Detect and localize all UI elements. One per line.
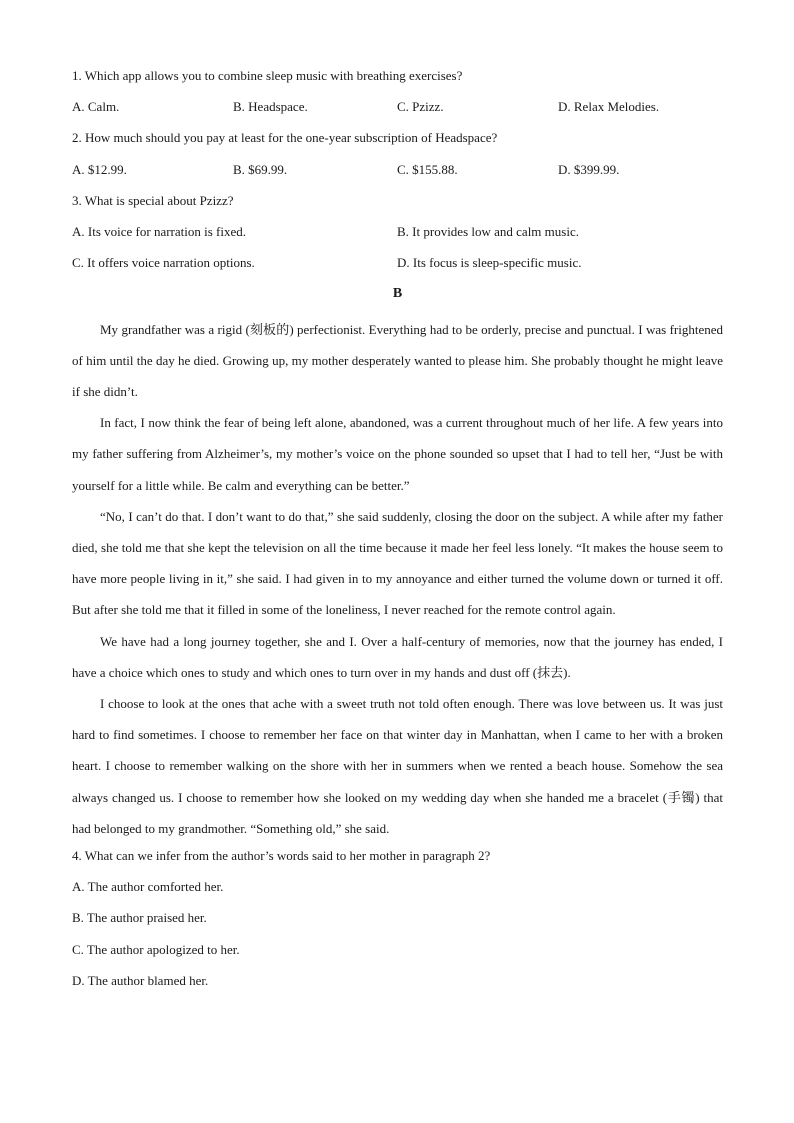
option-b: B. The author praised her. <box>72 910 207 926</box>
question-4 <box>72 844 723 875</box>
section-title: B <box>392 286 403 302</box>
option-c: C. $155.88. <box>397 161 458 177</box>
question-1 <box>72 64 723 95</box>
question-1-options <box>72 95 723 126</box>
question-stem: 3. What is special about Pzizz? <box>72 192 234 208</box>
question-4-option-a <box>72 875 723 906</box>
option-b: B. Headspace. <box>233 99 308 115</box>
passage-paragraph-5: I choose to look at the ones that ache with a sweet truth not told often enough. There was love between us. It was just hard to find sometimes. I choose to remember her face on that winter day in Manhattan, when I came to her with a broken heart. I choose to remember walking on the shore with her in summers when we rented a beach house. Somehow the sea always changed us. I choose to remember how she looked on my wedding day when she handed me a bracelet (手镯) that had belonged to my grandmother. “Something old,” she said. <box>72 695 723 836</box>
option-d: D. $399.99. <box>558 161 620 177</box>
question-stem: 1. Which app allows you to combine sleep music with breathing exercises? <box>72 68 463 83</box>
option-d: D. The author blamed her. <box>72 972 209 988</box>
question-stem: 2. How much should you pay at least for the one-year subscription of Headspace? <box>72 130 498 146</box>
option-c: C. It offers voice narration options. <box>72 255 255 271</box>
passage-paragraph-4: We have had a long journey together, she and I. Over a half-century of memories, now that the journey has ended, I have a choice which ones to study and which ones to turn over in my hands and dust off (抹去). <box>72 633 723 680</box>
question-4-option-b <box>72 906 723 937</box>
question-3-options-row-1 <box>72 220 723 251</box>
option-d: D. Relax Melodies. <box>558 99 660 115</box>
question-4-option-d <box>72 969 723 1000</box>
option-a: A. Its voice for narration is fixed. <box>72 223 247 239</box>
passage-paragraph-3: “No, I can’t do that. I don’t want to do that,” she said suddenly, closing the door on the subject. A while after my father died, she told me that she kept the television on all the time because it made her feel less lonely. “It makes the house seem to have more people living in it,” she said. I had given in to my annoyance and either turned the volume down or turned it off. But after she told me that it filled in some of the loneliness, I never reached for the remote control again. <box>72 508 723 618</box>
option-a: A. Calm. <box>72 99 120 115</box>
option-a: A. $12.99. <box>72 161 127 177</box>
option-c: C. Pzizz. <box>397 99 444 115</box>
question-3 <box>72 189 723 220</box>
passage-paragraph-1: My grandfather was a rigid (刻板的) perfectionist. Everything had to be orderly, precise and punctual. I was frightened of him until the day he died. Growing up, my mother desperately wanted to please him. She probably thought he might leave if she didn’t. <box>72 321 723 399</box>
question-stem: 4. What can we infer from the author’s words said to her mother in paragraph 2? <box>72 847 491 863</box>
document-page <box>72 64 723 1000</box>
question-2 <box>72 126 723 157</box>
passage-paragraph-2: In fact, I now think the fear of being left alone, abandoned, was a current throughout much of her life. A few years into my father suffering from Alzheimer’s, my mother’s voice on the phone sounded so upset that I had to tell her, “Just be with yourself for a little while. Be calm and everything can be better.” <box>72 415 723 493</box>
option-b: B. It provides low and calm music. <box>397 223 579 239</box>
question-3-options-row-2 <box>72 251 723 282</box>
option-b: B. $69.99. <box>233 161 288 177</box>
option-d: D. Its focus is sleep-specific music. <box>397 255 582 271</box>
question-4-option-c <box>72 938 723 969</box>
option-a: A. The author comforted her. <box>72 879 224 895</box>
question-2-options <box>72 158 723 189</box>
option-c: C. The author apologized to her. <box>72 941 240 957</box>
